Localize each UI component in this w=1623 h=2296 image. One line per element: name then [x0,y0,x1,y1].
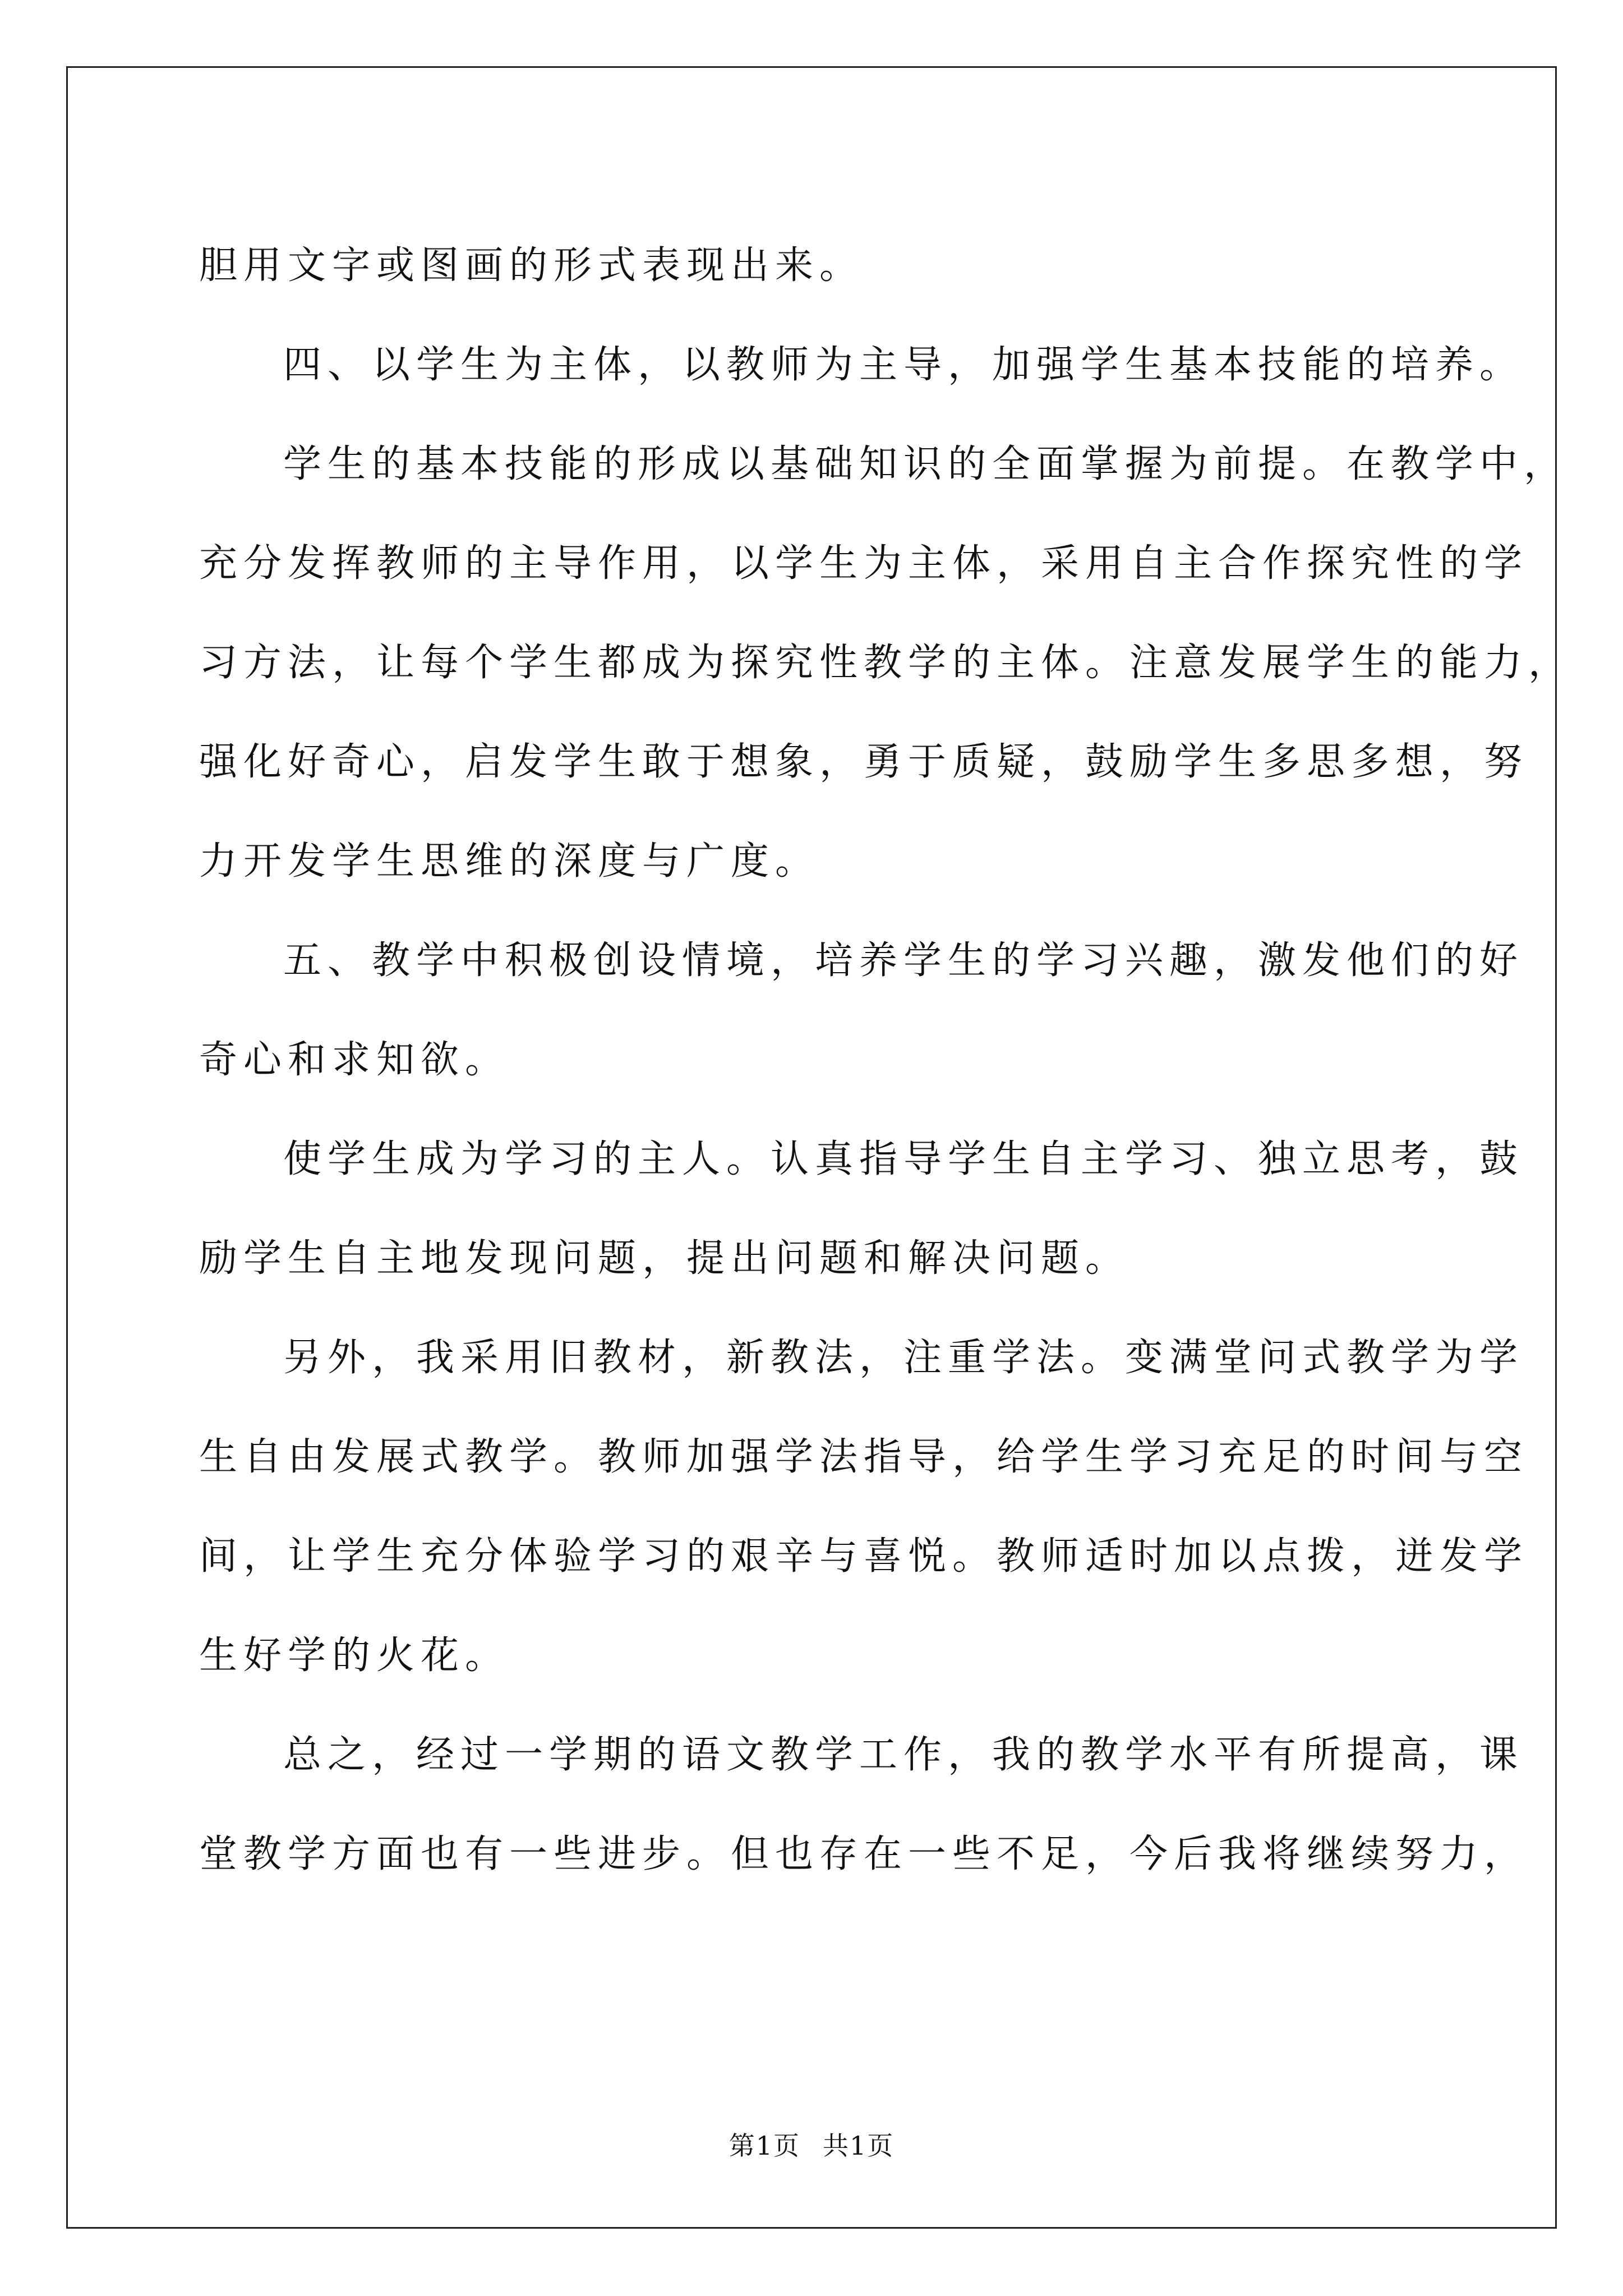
text-line-4: 充分发挥教师的主导作用，以学生为主体，采用自主合作探究性的学 [199,541,1529,586]
text-line-11: 励学生自主地发现问题，提出问题和解决问题。 [199,1236,1130,1281]
page-number-current: 第1页 [728,2131,800,2161]
text-line-5: 习方法，让每个学生都成为探究性教学的主体。注意发展学生的能力， [199,641,1573,685]
text-line-3: 学生的基本技能的形成以基础知识的全面掌握为前提。在教学中， [283,442,1569,486]
text-line-12: 另外，我采用旧教材，新教法，注重学法。变满堂问式教学为学 [283,1336,1524,1380]
document-body [199,216,1573,1904]
text-line-13: 生自由发展式教学。教师加强学法指导，给学生学习充足的时间与空 [199,1435,1529,1479]
text-line-10: 使学生成为学习的主人。认真指导学生自主学习、独立思考，鼓 [283,1137,1524,1181]
text-line-17: 堂教学方面也有一些进步。但也存在一些不足，今后我将继续努力， [199,1832,1529,1876]
page-footer [0,2129,1623,2162]
text-line-15: 生好学的火花。 [199,1634,510,1678]
text-line-14: 间，让学生充分体验学习的艰辛与喜悦。教师适时加以点拨，迸发学 [199,1534,1529,1579]
text-line-7: 力开发学生思维的深度与广度。 [199,839,820,884]
text-line-16: 总之，经过一学期的语文教学工作，我的教学水平有所提高，课 [283,1733,1524,1777]
text-line-6: 强化好奇心，启发学生敢于想象，勇于质疑，鼓励学生多思多想，努 [199,740,1529,784]
page-number-total: 共1页 [823,2131,895,2161]
text-line-8: 五、教学中积极创设情境，培养学生的学习兴趣，激发他们的好 [283,938,1524,983]
text-line-9: 奇心和求知欲。 [199,1038,510,1082]
text-line-1: 胆用文字或图画的形式表现出来。 [199,243,864,288]
text-line-2: 四、以学生为主体，以教师为主导，加强学生基本技能的培养。 [283,343,1524,387]
